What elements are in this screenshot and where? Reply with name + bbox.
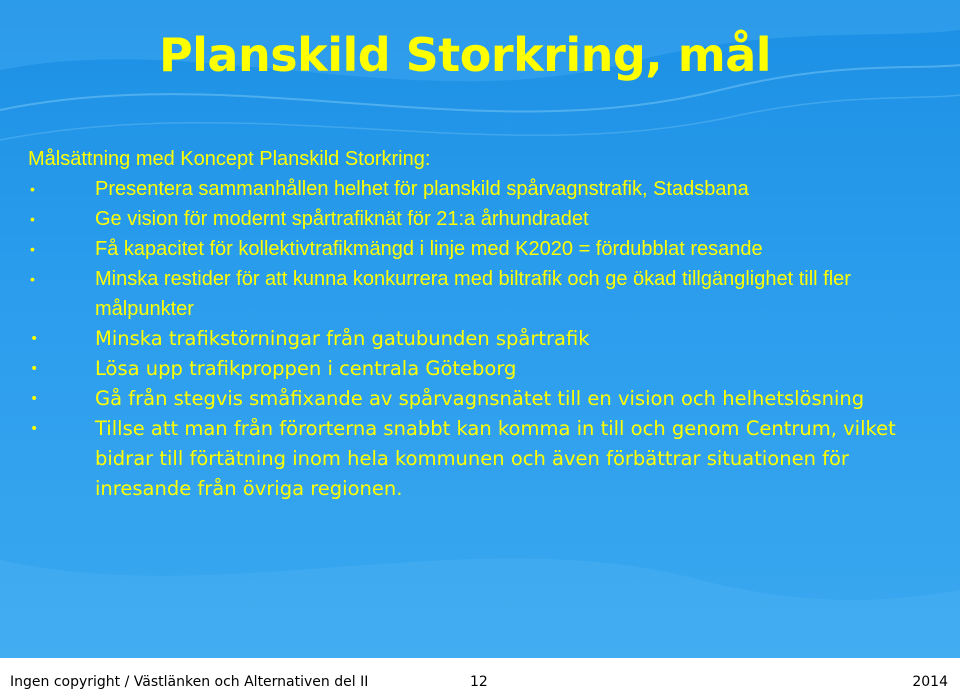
slide-title: Planskild Storkring, mål <box>158 28 772 82</box>
footer-page-number: 12 <box>470 674 488 690</box>
bullet-item <box>28 174 928 204</box>
bullet-icon: • <box>30 211 35 227</box>
footer-year: 2014 <box>912 674 948 690</box>
bullet-item <box>28 264 928 324</box>
bullet-icon: • <box>30 421 39 437</box>
footer-copyright: Ingen copyright / Västlänken och Alternativen del II <box>10 674 369 690</box>
bullet-item <box>28 234 928 264</box>
bullet-item <box>28 414 928 504</box>
bullet-item <box>28 384 928 414</box>
bullet-icon: • <box>30 271 35 287</box>
bullet-icon: • <box>30 181 35 197</box>
content-heading: Målsättning med Koncept Planskild Storkring: <box>28 148 431 170</box>
bullet-item <box>28 354 928 384</box>
bullet-text: Lösa upp trafikproppen i centrala Göteborg <box>95 357 517 380</box>
bullet-icon: • <box>30 391 39 407</box>
bullet-text: Ge vision för modernt spårtrafiknät för 21:a århundradet <box>95 208 589 230</box>
bullet-text: Gå från stegvis småfixande av spårvagnsnätet till en vision och helhetslösning <box>95 387 865 410</box>
bullet-icon: • <box>30 241 35 257</box>
bullet-icon: • <box>30 361 39 377</box>
bullet-item <box>28 204 928 234</box>
bullet-item <box>28 324 928 354</box>
bullet-text: Minska trafikstörningar från gatubunden spårtrafik <box>95 327 590 350</box>
bullet-text: Få kapacitet för kollektivtrafikmängd i linje med K2020 = fördubblat resande <box>95 238 763 260</box>
bullet-text: Minska restider för att kunna konkurrera med biltrafik och ge ökad tillgänglighet till fler målpunkter <box>95 268 851 320</box>
bullet-text: Tillse att man från förorterna snabbt kan komma in till och genom Centrum, vilket bidrar till förtätning inom hela kommunen och även förbättrar situationen för inresande från övriga regionen. <box>95 417 896 500</box>
bullet-list <box>28 174 928 504</box>
bullet-icon: • <box>30 331 39 347</box>
bullet-text: Presentera sammanhållen helhet för planskild spårvagnstrafik, Stadsbana <box>95 178 749 200</box>
slide-content <box>28 144 928 504</box>
footer <box>0 658 960 694</box>
